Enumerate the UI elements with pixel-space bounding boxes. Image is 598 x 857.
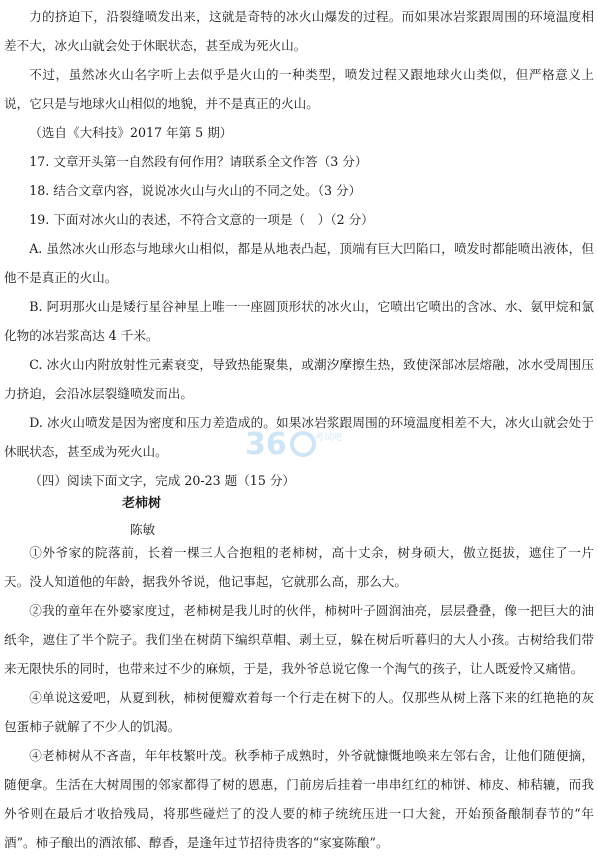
question-18: 18. 结合文章内容，说说冰火山与火山的不同之处。（3 分） xyxy=(29,183,362,198)
option-d: D. 冰火山喷发是因为密度和压力差造成的。如果冰岩浆跟周围的环境温度相差不大，冰火山就会处于休眠状态，甚至成为死火山。 xyxy=(4,415,594,459)
story-author: 陈敏 xyxy=(130,522,156,537)
svg-text:36: 36 xyxy=(245,427,287,462)
story-paragraph: ④老柿树从不吝啬，年年枝繁叶茂。秋季柿子成熟时，外爷就慷慨地唤来左邻右舍，让他们随便摘，随便拿。生活在大树周围的邻家都得了树的恩惠，门前房后挂着一串串红红的柿饼、柿皮、柿秸辘，而我外爷则在最后才收拾残局，将那些碰烂了的没人要的柿子统统压进一口大瓮，开始预备酿制春节的“年酒”。柿子酿出的酒浓郁、醇香，是逢年过节招待贵客的“家宴陈酿”。 xyxy=(4,748,594,850)
story-paragraph: ②我的童年在外婆家度过，老柿树是我儿时的伙伴，柿树叶子圆润油亮，层层叠叠，像一把巨大的油纸伞，遮住了半个院子。我们坐在树荫下编织草帽、剥土豆，躲在树后听暮归的大人小孩。古树给我们带来无限快乐的同时，也带来过不少的麻烦，于是，我外爷总说它像一个淘气的孩子，让人既爱怜又痛惜。 xyxy=(4,603,594,676)
paragraph-cont: 力的挤迫下，沿裂缝喷发出来，这就是奇特的冰火山爆发的过程。而如果冰岩浆跟周围的环境温度相差不大，冰火山就会处于休眠状态，甚至成为死火山。 xyxy=(4,9,594,53)
story-paragraph: ④单说这爱吧，从夏到秋，柿树便瓣欢着每一个行走在树下的人。仅那些从树上落下来的红艳艳的灰包蛋柿子就解了不少人的饥渴。 xyxy=(4,690,594,734)
question-17: 17. 文章开头第一自然段有何作用？请联系全文作答（3 分） xyxy=(29,154,368,169)
section-heading: （四）阅读下面文字，完成 20-23 题（15 分） xyxy=(29,473,296,488)
svg-text:考试吧: 考试吧 xyxy=(315,433,343,443)
option-a: A. 虽然冰火山形态与地球火山相似，都是从地表凸起，顶端有巨大凹陷口，喷发时都能喷出液体，但他不是真正的火山。 xyxy=(4,241,594,285)
question-19: 19. 下面对冰火山的表述，不符合文意的一项是（ ）（2 分） xyxy=(29,212,374,227)
story-title: 老柿树 xyxy=(122,496,162,511)
source-citation: （选自《大科技》2017 年第 5 期） xyxy=(29,125,233,140)
paragraph-notes: 不过，虽然冰火山名字听上去似乎是火山的一种类型，喷发过程又跟地球火山类似，但严格意义上说，它只是与地球火山相似的地貌，并不是真正的火山。 xyxy=(4,67,594,111)
option-c: C. 冰火山内附放射性元素衰变，导致热能聚集，或潮汐摩擦生热，致使深部冰层熔融，冰水受周围压力挤迫，会沿冰层裂缝喷发而出。 xyxy=(4,357,594,401)
option-b: B. 阿玥那火山是矮行星谷神星上唯一一座圆顶形状的冰火山，它喷出它喷出的含冰、水、氨甲烷和氯化物的冰岩浆高达 4 千米。 xyxy=(4,299,594,343)
story-paragraph: ①外爷家的院落前，长着一棵三人合抱粗的老柿树，高十丈余，树身硕大，傲立挺拔，遮住了一片天。没人知道他的年龄，据我外爷说，他记事起，它就那么高，那么大。 xyxy=(4,545,594,589)
